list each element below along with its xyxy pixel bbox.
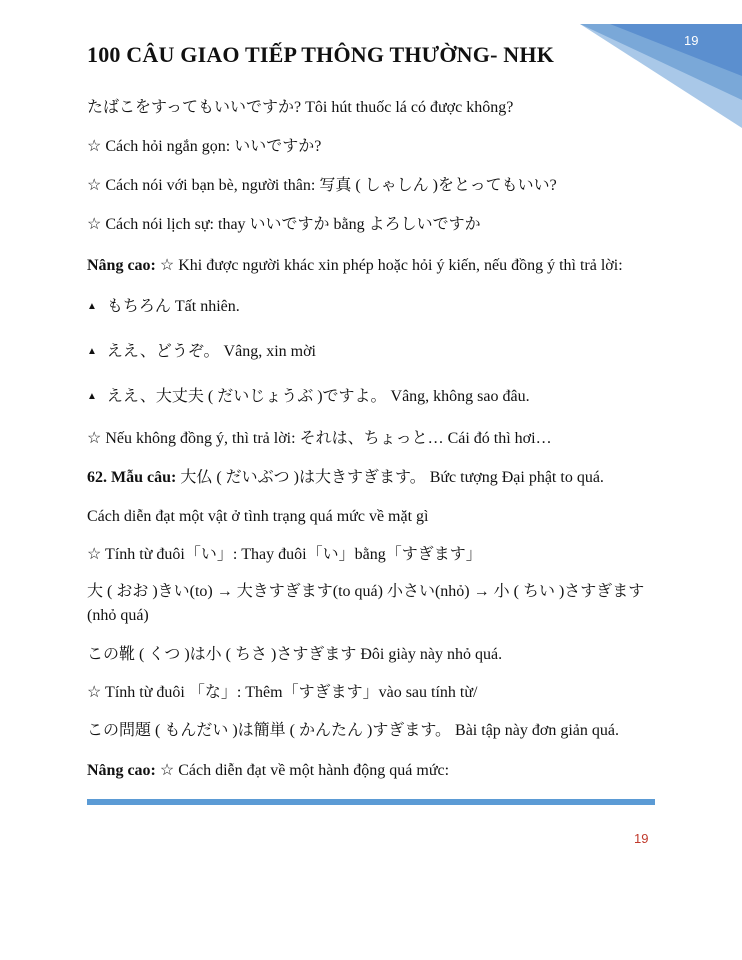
list-item: [87, 296, 240, 320]
pattern-label: 62. Mẫu câu:: [87, 469, 177, 486]
advanced-label: Nâng cao:: [87, 762, 156, 779]
sentence-line: たばこをすってもいいですか? Tôi hút thuốc lá có được không?: [87, 99, 514, 116]
advanced-line: [87, 255, 623, 277]
tip-line: ☆ Cách hỏi ngắn gọn: いいですか?: [87, 138, 322, 155]
advanced-line: [87, 760, 449, 782]
description-line: Cách diễn đạt một vật ở tình trạng quá mức về mặt gì: [87, 508, 429, 525]
example-line: この靴 ( くつ )は小 ( ちさ )さすぎます Đôi giày này nhỏ quá.: [87, 646, 503, 663]
advanced-text: ☆ Khi được người khác xin phép hoặc hỏi ý kiến, nếu đồng ý thì trả lời:: [159, 257, 623, 274]
page-number-bottom: 19: [634, 831, 649, 846]
pattern-text: 大仏 ( だいぶつ )は大きすぎます。 Bức tượng Đại phật to quá.: [180, 469, 604, 486]
tip-line: ☆ Tính từ đuôi「い」: Thay đuôi「い」bằng「すぎます」: [87, 546, 482, 563]
list-item-text: ええ、どうぞ。 Vâng, xin mời: [106, 343, 316, 360]
advanced-text: ☆ Cách diễn đạt về một hành động quá mức:: [159, 762, 450, 779]
list-item: [87, 386, 530, 410]
tip-line: ☆ Cách nói lịch sự: thay いいですか bằng よろしいですか: [87, 216, 481, 233]
example-line: この問題 ( もんだい )は簡単 ( かんたん )すぎます。 Bài tập này đơn giản quá.: [87, 722, 620, 739]
list-item-text: もちろん Tất nhiên.: [106, 298, 240, 315]
tip-line: ☆ Nếu không đồng ý, thì trả lời: それは、ちょっと… Cái đó thì hơi…: [87, 430, 552, 447]
pattern-line: [87, 467, 604, 489]
page-corner-decoration: [0, 0, 742, 140]
list-item-text: ええ、大丈夫 ( だいじょうぶ )ですよ。 Vâng, không sao đâu.: [106, 388, 530, 405]
example-line: 大 ( おお )きい(to) → 大きすぎます(to quá) 小さい(nhỏ) → 小 ( ちい )さすぎます(nhỏ quá): [87, 583, 645, 624]
triangle-bullet-icon: ▲: [87, 301, 97, 312]
footer-rule: [87, 799, 655, 805]
triangle-bullet-icon: ▲: [87, 346, 97, 357]
page-number-top: 19: [684, 33, 699, 48]
advanced-label: Nâng cao:: [87, 257, 156, 274]
list-item: [87, 341, 316, 365]
triangle-bullet-icon: ▲: [87, 391, 97, 402]
tip-line: ☆ Cách nói với bạn bè, người thân: 写真 ( しゃしん )をとってもいい?: [87, 177, 557, 194]
tip-line: ☆ Tính từ đuôi 「な」: Thêm「すぎます」vào sau tính từ/: [87, 684, 478, 701]
page-title: 100 CÂU GIAO TIẾP THÔNG THƯỜNG- NHK: [87, 42, 555, 67]
